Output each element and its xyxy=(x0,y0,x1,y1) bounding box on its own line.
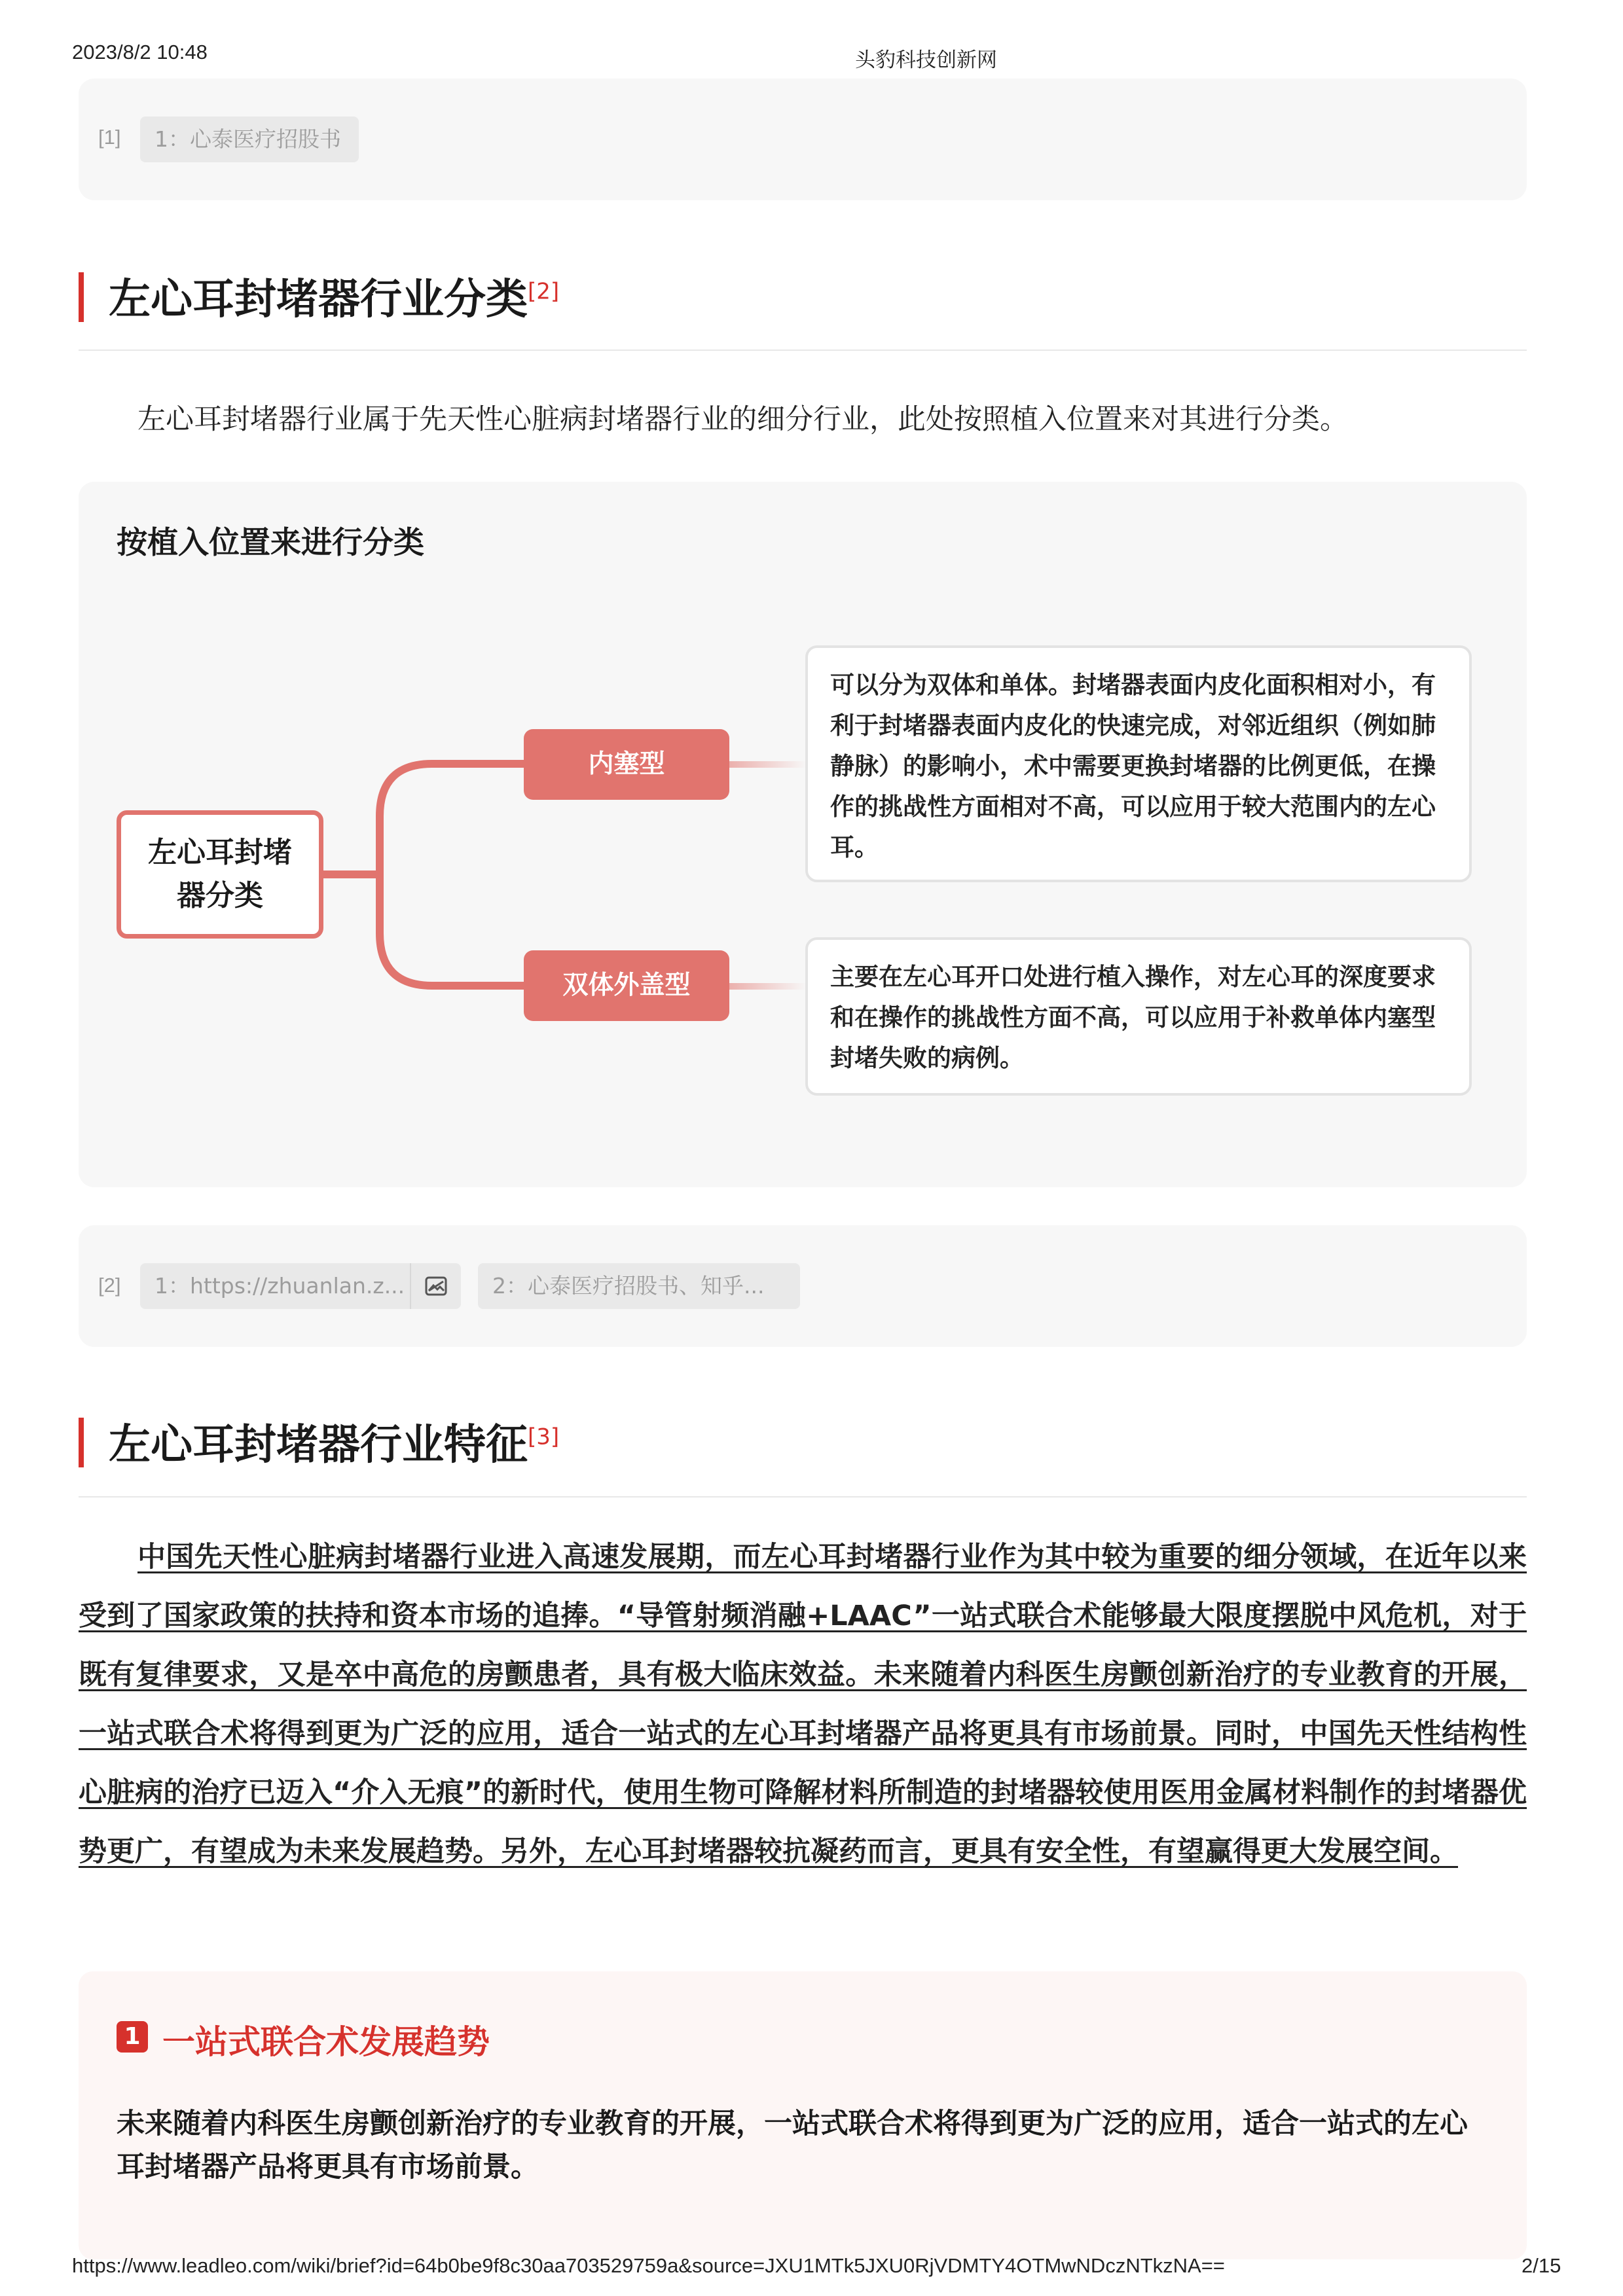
section-title-text: 左心耳封堵器行业分类 xyxy=(109,276,528,324)
section-divider xyxy=(79,1496,1527,1498)
trend-number-badge: 1 xyxy=(117,2021,148,2053)
mindmap-node-double-cover-type: 双体外盖型 xyxy=(524,950,729,1021)
mindmap-node-insert-type: 内塞型 xyxy=(524,729,729,800)
card-title: 按植入位置来进行分类 xyxy=(117,525,424,561)
print-site-title: 头豹科技创新网 xyxy=(855,48,997,71)
trend-title: 一站式联合术发展趋势 xyxy=(162,2023,490,2061)
print-page-number: 2/15 xyxy=(1522,2254,1561,2277)
trend-highlight-box xyxy=(79,1971,1527,2259)
branch-curve xyxy=(380,764,524,986)
mindmap-root-node: 左心耳封堵器分类 xyxy=(117,810,323,939)
trend-body: 未来随着内科医生房颤创新治疗的专业教育的开展，一站式联合术将得到更为广泛的应用，适合一站式的左心耳封堵器产品将更具有市场前景。 xyxy=(117,2108,1468,2183)
desc-connector-1 xyxy=(728,761,807,768)
features-paragraph: 中国先天性心脏病封堵器行业进入高速发展期，而左心耳封堵器行业作为其中较为重要的细分领域，在近年以来受到了国家政策的扶持和资本市场的追捧。“导管射频消融+LAAC”一站式联合术能够最大限度摆脱中风危机，对于既有复律要求，又是卒中高危的房颤患者，具有极大临床效益。未来随着内科医生房颤创新治疗的专业教育的开展，一站式联合术将得到更为广泛的应用，适合一站式的左心耳封堵器产品将更具有市场前景。同时，中国先天性结构性心脏病的治疗已迈入“介入无痕”的新时代，使用生物可降解材料所制造的封堵器较使用医用金属材料制作的封堵器优势更广，有望成为未来发展趋势。另外，左心耳封堵器较抗凝药而言，更具有安全性，有望赢得更大发展空间。 xyxy=(79,1541,1527,1868)
footnote-ref-link[interactable]: [3] xyxy=(528,1424,560,1450)
reference-panel-1 xyxy=(79,79,1527,200)
footnote-ref-link[interactable]: [2] xyxy=(528,278,560,305)
classification-card xyxy=(79,482,1527,1187)
reference-chip-text: 1：https://zhuanlan.z... xyxy=(155,1273,405,1299)
classification-intro: 左心耳封堵器行业属于先天性心脏病封堵器行业的细分行业，此处按照植入位置来对其进行分类。 xyxy=(137,403,1348,436)
reference-chip[interactable]: 2：心泰医疗招股书、知乎... xyxy=(478,1263,800,1309)
image-link-icon[interactable] xyxy=(410,1263,461,1309)
section-title-classification xyxy=(79,266,559,326)
reference-panel-2 xyxy=(79,1225,1527,1347)
print-url: https://www.leadleo.com/wiki/brief?id=64b0be9f8c30aa703529759a&source=JXU1MTk5JXU0RjVDMTY4OTMwNDczNTkzNA== xyxy=(72,2254,1225,2277)
desc-connector-2 xyxy=(728,983,807,990)
reference-index: [2] xyxy=(98,1274,121,1297)
print-datetime: 2023/8/2 10:48 xyxy=(72,41,208,63)
mindmap-desc-double-cover-type: 主要在左心耳开口处进行植入操作，对左心耳的深度要求和在操作的挑战性方面不高，可以应用于补救单体内塞型封堵失败的病例。 xyxy=(805,937,1472,1096)
section-divider xyxy=(79,350,1527,351)
mindmap-desc-insert-type: 可以分为双体和单体。封堵器表面内皮化面积相对小，有利于封堵器表面内皮化的快速完成，对邻近组织（例如肺静脉）的影响小，术中需要更换封堵器的比例更低，在操作的挑战性方面相对不高，可以应用于较大范围内的左心耳。 xyxy=(805,645,1472,882)
section-title-features xyxy=(79,1411,559,1471)
reference-chip[interactable]: 1：心泰医疗招股书 xyxy=(140,117,359,162)
reference-index: [1] xyxy=(98,126,121,149)
section-title-text: 左心耳封堵器行业特征 xyxy=(109,1421,528,1469)
